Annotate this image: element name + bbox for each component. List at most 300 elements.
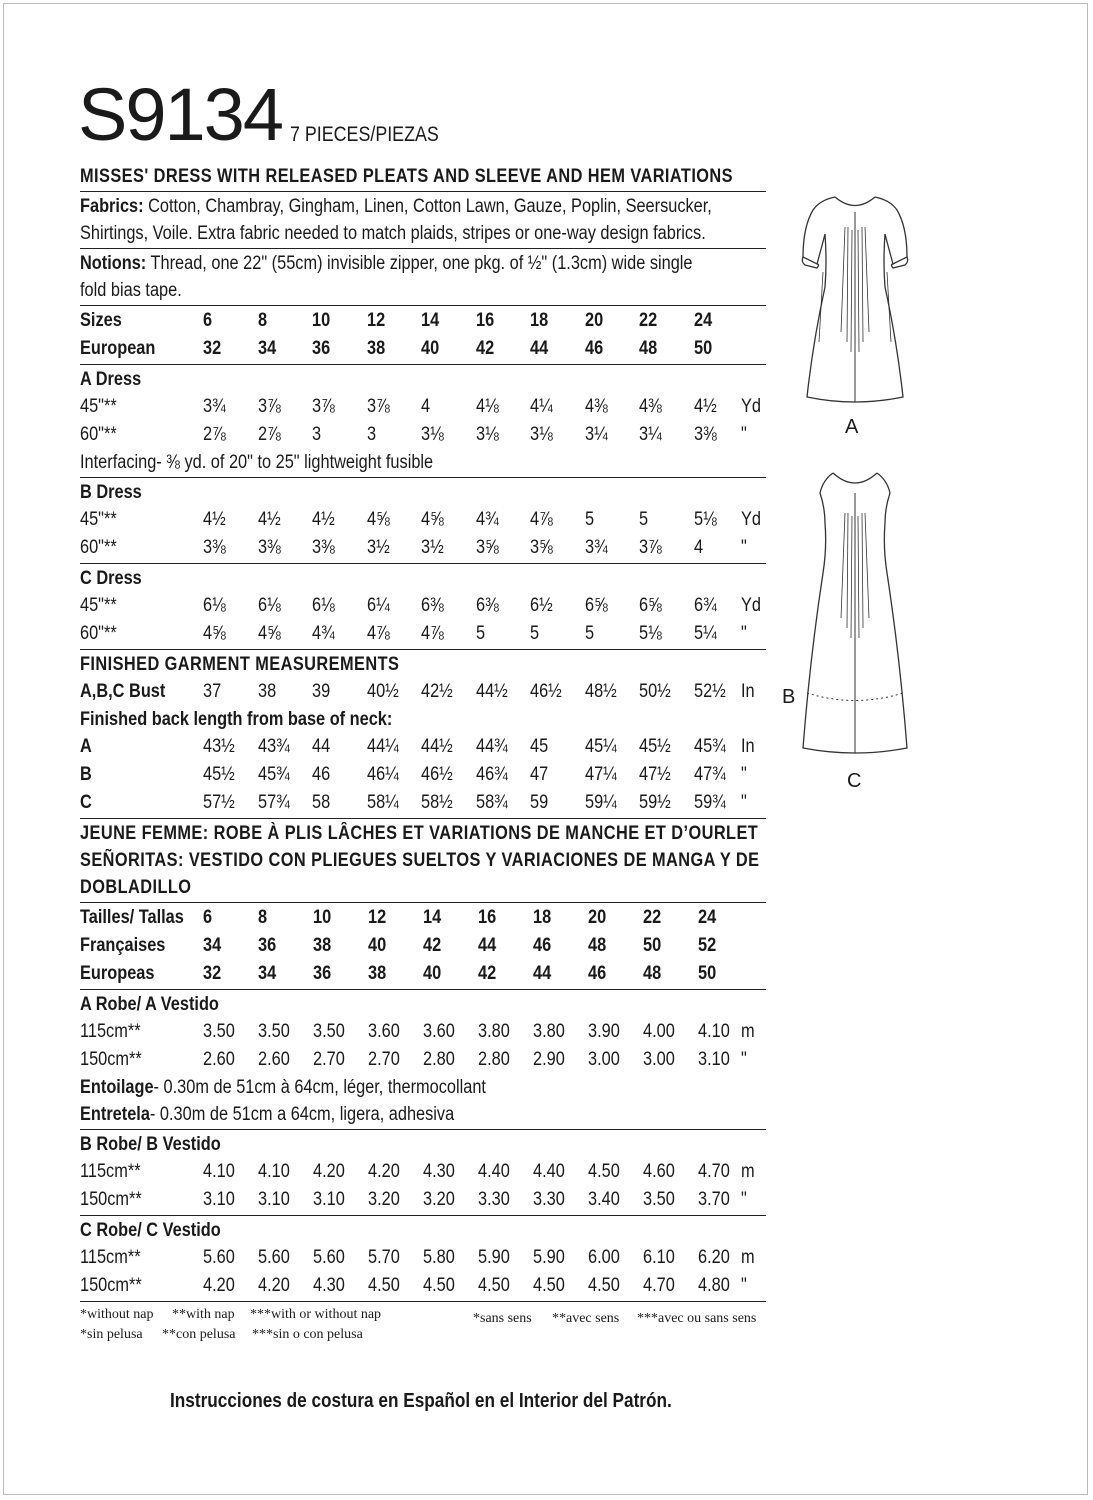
row-value: 3⅜ <box>257 537 281 558</box>
row-value: 4½ <box>203 509 226 530</box>
row-label: 45"** <box>80 595 117 616</box>
notions-line2: fold bias tape. <box>80 280 182 301</box>
row-value: 3.30 <box>478 1189 510 1210</box>
row-value: 4.50 <box>368 1275 400 1296</box>
divider <box>80 818 766 819</box>
row-value: 52 <box>698 935 717 956</box>
row-value: 48½ <box>584 681 617 702</box>
back-a-row <box>80 733 766 761</box>
row-value: 46¾ <box>475 764 508 785</box>
row-value: 3¾ <box>203 396 226 417</box>
row-value: 46½ <box>421 764 453 785</box>
row-value: 4⅛ <box>475 396 499 417</box>
row-value: 48 <box>639 338 658 359</box>
row-value: 50 <box>693 338 712 359</box>
row-value: 3.20 <box>423 1189 455 1210</box>
row-value: 5.60 <box>258 1247 290 1268</box>
sizes-row <box>80 307 766 335</box>
row-value: 42 <box>478 963 497 984</box>
row-value: 16 <box>475 310 494 331</box>
row-value: 40 <box>421 338 440 359</box>
row-value: 2.80 <box>423 1049 455 1070</box>
metric-sizes-row <box>80 904 766 932</box>
row-value: 46 <box>584 338 603 359</box>
row-value: 45¾ <box>693 736 726 757</box>
row-value: 5.60 <box>203 1247 235 1268</box>
c-robe-title: C Robe/ C Vestido <box>80 1220 221 1241</box>
row-value: 6.10 <box>643 1247 675 1268</box>
row-value: 3.80 <box>533 1021 565 1042</box>
row-value: 6 <box>203 310 213 331</box>
row-value: 46¼ <box>366 764 399 785</box>
row-value: 3.90 <box>588 1021 620 1042</box>
row-label: Françaises <box>80 935 166 956</box>
row-value: 4½ <box>312 509 335 530</box>
row-value: 57¾ <box>257 792 290 813</box>
view-b-label: B <box>782 686 796 708</box>
row-value: 46 <box>533 935 552 956</box>
row-value: 34 <box>203 935 222 956</box>
row-value: 6½ <box>530 595 553 616</box>
fabrics-text: Cotton, Chambray, Gingham, Linen, Cotton Lawn, Gauze, Poplin, Seersucker, <box>143 196 712 217</box>
row-value: 5.90 <box>533 1247 565 1268</box>
b-robe-title: B Robe/ B Vestido <box>80 1134 221 1155</box>
row-unit: " <box>740 537 747 558</box>
row-value: 3.80 <box>478 1021 510 1042</box>
row-value: 48 <box>588 935 607 956</box>
row-value: 4⅜ <box>639 396 662 417</box>
entoilage-label: Entoilage <box>80 1077 154 1098</box>
row-value: 20 <box>588 907 607 928</box>
view-a-label: A <box>845 416 859 438</box>
row-value: 6⅛ <box>312 595 335 616</box>
row-value: 5 <box>584 623 594 644</box>
row-value: 3.70 <box>698 1189 730 1210</box>
row-value: 42½ <box>421 681 453 702</box>
row-unit: " <box>741 1049 747 1070</box>
row-value: 22 <box>639 310 658 331</box>
row-value: 6⅝ <box>584 595 608 616</box>
title-es-2: DOBLADILLO <box>80 877 192 898</box>
row-unit: In <box>740 681 755 702</box>
row-value: 4½ <box>257 509 281 530</box>
row-value: 45 <box>530 736 549 757</box>
row-value: 5.70 <box>368 1247 400 1268</box>
a-dress-60 <box>80 421 766 449</box>
row-value: 40½ <box>366 681 399 702</box>
view-bc-sketch <box>795 468 915 758</box>
row-value: 32 <box>203 963 222 984</box>
row-value: 59 <box>530 792 549 813</box>
row-unit: Yd <box>740 509 761 530</box>
bust-row <box>80 678 766 706</box>
row-value: 6.20 <box>698 1247 730 1268</box>
row-value: 6⅜ <box>421 595 444 616</box>
note-en-1: *without nap <box>80 1307 154 1322</box>
c-dress-title: C Dress <box>80 568 142 589</box>
row-value: 39 <box>312 681 331 702</box>
c-dress-60 <box>80 620 766 648</box>
european-row <box>80 335 766 363</box>
nap-notes <box>80 1303 766 1347</box>
row-value: 4.50 <box>533 1275 565 1296</box>
row-value: 4.20 <box>313 1161 345 1182</box>
row-label: C <box>80 792 92 813</box>
divider <box>80 989 766 990</box>
row-value: 59¾ <box>693 792 726 813</box>
pieces-count: 7 PIECES/PIEZAS <box>290 123 439 146</box>
row-value: 2.60 <box>258 1049 290 1070</box>
row-value: 6⅝ <box>639 595 662 616</box>
row-value: 5⅛ <box>693 509 717 530</box>
row-value: 38 <box>368 963 387 984</box>
divider <box>80 364 766 365</box>
b-robe-150 <box>80 1186 766 1214</box>
row-value: 6 <box>203 907 213 928</box>
row-label: A,B,C Bust <box>80 681 166 702</box>
pattern-number: S9134 <box>78 73 282 156</box>
row-value: 5 <box>639 509 649 530</box>
row-value: 3 <box>312 424 322 445</box>
title-en: MISSES' DRESS WITH RELEASED PLEATS AND SLEEVE AND HEM VARIATIONS <box>80 166 733 187</box>
row-label: 60"** <box>80 537 117 558</box>
row-value: 3⅛ <box>530 424 553 445</box>
row-value: 10 <box>313 907 332 928</box>
row-value: 43½ <box>203 736 235 757</box>
entretela <box>80 1101 670 1128</box>
row-value: 52½ <box>693 681 726 702</box>
note-es-2: **con pelusa <box>162 1327 236 1342</box>
row-value: 4.70 <box>643 1275 675 1296</box>
row-value: 46 <box>312 764 331 785</box>
row-value: 45¾ <box>257 764 290 785</box>
row-value: 10 <box>312 310 331 331</box>
row-value: 57½ <box>203 792 235 813</box>
row-value: 3⅝ <box>530 537 553 558</box>
row-value: 4¼ <box>530 396 553 417</box>
row-value: 12 <box>366 310 385 331</box>
row-value: 3.50 <box>258 1021 290 1042</box>
row-unit: Yd <box>740 396 761 417</box>
row-value: 43¾ <box>257 736 290 757</box>
row-value: 4.40 <box>478 1161 510 1182</box>
row-value: 4.60 <box>643 1161 675 1182</box>
row-value: 2⅞ <box>257 424 281 445</box>
row-label: 60"** <box>80 623 117 644</box>
row-value: 47¾ <box>693 764 726 785</box>
row-value: 3¾ <box>584 537 608 558</box>
row-value: 4⅞ <box>366 623 390 644</box>
row-value: 18 <box>533 907 552 928</box>
row-value: 3.40 <box>588 1189 620 1210</box>
row-label: 115cm** <box>80 1161 141 1182</box>
row-value: 34 <box>257 338 276 359</box>
divider <box>80 563 766 564</box>
row-value: 42 <box>475 338 494 359</box>
title-fr: JEUNE FEMME: ROBE À PLIS LÂCHES ET VARIATIONS DE MANCHE ET D’OURLET <box>80 823 759 844</box>
row-value: 42 <box>423 935 442 956</box>
row-value: 4½ <box>693 396 717 417</box>
row-value: 4⅜ <box>584 396 608 417</box>
row-unit: m <box>741 1247 755 1268</box>
b-robe-115 <box>80 1158 766 1186</box>
entretela-label: Entretela <box>80 1104 150 1125</box>
row-value: 4.50 <box>588 1161 620 1182</box>
divider <box>80 1215 766 1216</box>
row-value: 4.50 <box>588 1275 620 1296</box>
fabrics-line1 <box>80 193 712 220</box>
row-unit: " <box>741 1275 747 1296</box>
row-value: 44¼ <box>366 736 399 757</box>
row-value: 6⅛ <box>257 595 281 616</box>
row-value: 6⅜ <box>475 595 499 616</box>
row-label: 150cm** <box>80 1049 142 1070</box>
row-value: 3⅞ <box>639 537 662 558</box>
row-value: 3⅝ <box>475 537 499 558</box>
row-value: 4⅝ <box>203 623 226 644</box>
row-value: 8 <box>258 907 268 928</box>
entretela-text: - 0.30m de 51cm a 64cm, ligera, adhesiva <box>149 1104 455 1125</box>
b-dress-45 <box>80 506 766 534</box>
row-value: 2.90 <box>533 1049 565 1070</box>
row-value: 4⅝ <box>257 623 281 644</box>
row-value: 5.80 <box>423 1247 455 1268</box>
row-unit: In <box>740 736 755 757</box>
row-value: 5⅛ <box>639 623 662 644</box>
row-value: 24 <box>693 310 712 331</box>
row-label: 115cm** <box>80 1247 141 1268</box>
entoilage <box>80 1074 670 1101</box>
row-value: 3⅞ <box>366 396 390 417</box>
row-value: 38 <box>366 338 385 359</box>
row-value: 58 <box>312 792 331 813</box>
entoilage-text: - 0.30m de 51cm à 64cm, léger, thermocollant <box>153 1077 486 1098</box>
row-unit: m <box>741 1161 755 1182</box>
row-value: 24 <box>698 907 717 928</box>
row-label: 150cm** <box>80 1189 142 1210</box>
fabrics-line2: Shirtings, Voile. Extra fabric needed to match plaids, stripes or one-way design fabrics. <box>80 223 706 244</box>
note-es-3: ***sin o con pelusa <box>252 1327 363 1342</box>
back-b-row <box>80 761 766 789</box>
row-value: 45¼ <box>584 736 617 757</box>
row-value: 3.60 <box>423 1021 455 1042</box>
row-value: 4.20 <box>258 1275 290 1296</box>
row-value: 50 <box>643 935 662 956</box>
a-dress-interfacing: Interfacing- ⅜ yd. of 20" to 25" lightweight fusible <box>80 452 434 473</box>
row-value: 2.60 <box>203 1049 235 1070</box>
row-value: 2⅞ <box>203 424 226 445</box>
row-value: 4 <box>693 537 703 558</box>
row-value: 59½ <box>639 792 671 813</box>
row-value: 14 <box>421 310 440 331</box>
row-value: 36 <box>258 935 277 956</box>
row-value: 5 <box>475 623 485 644</box>
row-unit: " <box>740 792 747 813</box>
row-label: 150cm** <box>80 1275 142 1296</box>
row-unit: Yd <box>740 595 761 616</box>
francaises-row <box>80 932 766 960</box>
row-unit: " <box>741 1189 747 1210</box>
divider <box>80 248 766 249</box>
row-value: 3.10 <box>203 1189 235 1210</box>
row-value: 47¼ <box>584 764 617 785</box>
row-value: 32 <box>203 338 222 359</box>
divider <box>80 305 766 306</box>
row-value: 44 <box>533 963 552 984</box>
row-value: 22 <box>643 907 662 928</box>
row-value: 2.80 <box>478 1049 510 1070</box>
row-value: 44½ <box>421 736 453 757</box>
row-value: 12 <box>368 907 387 928</box>
row-value: 20 <box>584 310 603 331</box>
row-value: 3.10 <box>698 1049 730 1070</box>
row-value: 4.30 <box>423 1161 455 1182</box>
row-value: 4.20 <box>203 1275 235 1296</box>
back-c-row <box>80 789 766 817</box>
row-value: 3.10 <box>313 1189 345 1210</box>
row-label: 45"** <box>80 509 117 530</box>
row-unit: " <box>740 623 747 644</box>
row-value: 3⅜ <box>693 424 717 445</box>
row-value: 4.10 <box>698 1021 730 1042</box>
row-value: 3⅛ <box>475 424 499 445</box>
row-label: B <box>80 764 92 785</box>
row-value: 58¾ <box>475 792 508 813</box>
divider <box>80 1129 766 1130</box>
row-value: 6.00 <box>588 1247 620 1268</box>
row-value: 18 <box>530 310 549 331</box>
view-c-label: C <box>847 770 862 792</box>
a-robe-150 <box>80 1046 766 1074</box>
title-es-1: SEÑORITAS: VESTIDO CON PLIEGUES SUELTOS Y VARIACIONES DE MANGA Y DE <box>80 850 760 871</box>
back-length-title: Finished back length from base of neck: <box>80 709 393 730</box>
row-value: 6¾ <box>693 595 717 616</box>
row-value: 5.60 <box>313 1247 345 1268</box>
fabrics-label: Fabrics: <box>80 196 144 217</box>
row-unit: m <box>741 1021 755 1042</box>
row-value: 44 <box>478 935 497 956</box>
row-value: 3¼ <box>584 424 608 445</box>
row-value: 3.60 <box>368 1021 400 1042</box>
row-value: 44½ <box>475 681 508 702</box>
row-label: 45"** <box>80 396 117 417</box>
row-value: 3.30 <box>533 1189 565 1210</box>
row-value: 44¾ <box>475 736 508 757</box>
row-value: 3.00 <box>643 1049 675 1070</box>
note-es-1: *sin pelusa <box>80 1327 143 1342</box>
row-value: 4.10 <box>258 1161 290 1182</box>
row-value: 4.20 <box>368 1161 400 1182</box>
row-value: 44 <box>530 338 549 359</box>
row-value: 6¼ <box>366 595 390 616</box>
row-value: 47½ <box>639 764 671 785</box>
b-dress-title: B Dress <box>80 482 142 503</box>
row-label: 60"** <box>80 424 117 445</box>
row-value: 4.10 <box>203 1161 235 1182</box>
finished-title: FINISHED GARMENT MEASUREMENTS <box>80 654 400 675</box>
view-a-sketch <box>795 192 915 412</box>
c-robe-150 <box>80 1272 766 1300</box>
row-value: 3.00 <box>588 1049 620 1070</box>
row-value: 40 <box>423 963 442 984</box>
row-value: 4¾ <box>475 509 499 530</box>
row-value: 46½ <box>530 681 562 702</box>
b-dress-60 <box>80 534 766 562</box>
row-label: Sizes <box>80 310 122 331</box>
row-value: 4.40 <box>533 1161 565 1182</box>
divider <box>80 1301 766 1302</box>
row-label: Tailles/ Tallas <box>80 907 184 928</box>
note-en-2: **with nap <box>172 1307 235 1322</box>
notions-line1 <box>80 250 693 277</box>
row-value: 3.50 <box>643 1189 675 1210</box>
row-value: 3 <box>366 424 376 445</box>
row-value: 4.80 <box>698 1275 730 1296</box>
row-value: 5¼ <box>693 623 717 644</box>
note-en-3: ***with or without nap <box>250 1307 382 1322</box>
row-value: 48 <box>643 963 662 984</box>
row-value: 4⅞ <box>530 509 553 530</box>
row-value: 14 <box>423 907 442 928</box>
spanish-instructions-note: Instrucciones de costura en Español en el Interior del Patrón. <box>170 1390 672 1412</box>
row-value: 3.20 <box>368 1189 400 1210</box>
row-value: 3⅞ <box>257 396 281 417</box>
row-value: 4.00 <box>643 1021 675 1042</box>
row-value: 34 <box>258 963 277 984</box>
row-value: 5.90 <box>478 1247 510 1268</box>
row-value: 45½ <box>203 764 235 785</box>
note-fr-2: **avec sens <box>552 1311 620 1326</box>
pattern-envelope-content <box>80 163 766 1347</box>
note-fr-1: *sans sens <box>473 1311 532 1326</box>
notions-label: Notions: <box>80 253 147 274</box>
row-value: 38 <box>313 935 332 956</box>
row-value: 2.70 <box>368 1049 400 1070</box>
row-value: 3½ <box>421 537 444 558</box>
row-value: 46 <box>588 963 607 984</box>
row-value: 4⅝ <box>366 509 390 530</box>
row-value: 4⅝ <box>421 509 444 530</box>
row-value: 6⅛ <box>203 595 226 616</box>
row-value: 36 <box>312 338 331 359</box>
a-robe-title: A Robe/ A Vestido <box>80 994 219 1015</box>
a-dress-title: A Dress <box>80 369 142 390</box>
row-value: 4.50 <box>423 1275 455 1296</box>
row-value: 4.70 <box>698 1161 730 1182</box>
row-value: 3⅜ <box>203 537 226 558</box>
notions-text: Thread, one 22" (55cm) invisible zipper, one pkg. of ½" (1.3cm) wide single <box>146 253 693 274</box>
row-value: 8 <box>257 310 267 331</box>
row-value: 3½ <box>366 537 390 558</box>
europeas-row <box>80 960 766 988</box>
row-value: 58¼ <box>366 792 399 813</box>
row-value: 37 <box>203 681 222 702</box>
row-value: 47 <box>530 764 549 785</box>
c-dress-45 <box>80 592 766 620</box>
row-value: 44 <box>312 736 331 757</box>
row-value: 3.10 <box>258 1189 290 1210</box>
note-fr-3: ***avec ou sans sens <box>637 1311 757 1326</box>
row-value: 4.30 <box>313 1275 345 1296</box>
divider <box>80 649 766 650</box>
row-value: 38 <box>257 681 276 702</box>
a-dress-45 <box>80 393 766 421</box>
row-value: 3⅛ <box>421 424 444 445</box>
row-value: 16 <box>478 907 497 928</box>
row-value: 3⅞ <box>312 396 335 417</box>
row-value: 2.70 <box>313 1049 345 1070</box>
row-value: 5 <box>530 623 540 644</box>
